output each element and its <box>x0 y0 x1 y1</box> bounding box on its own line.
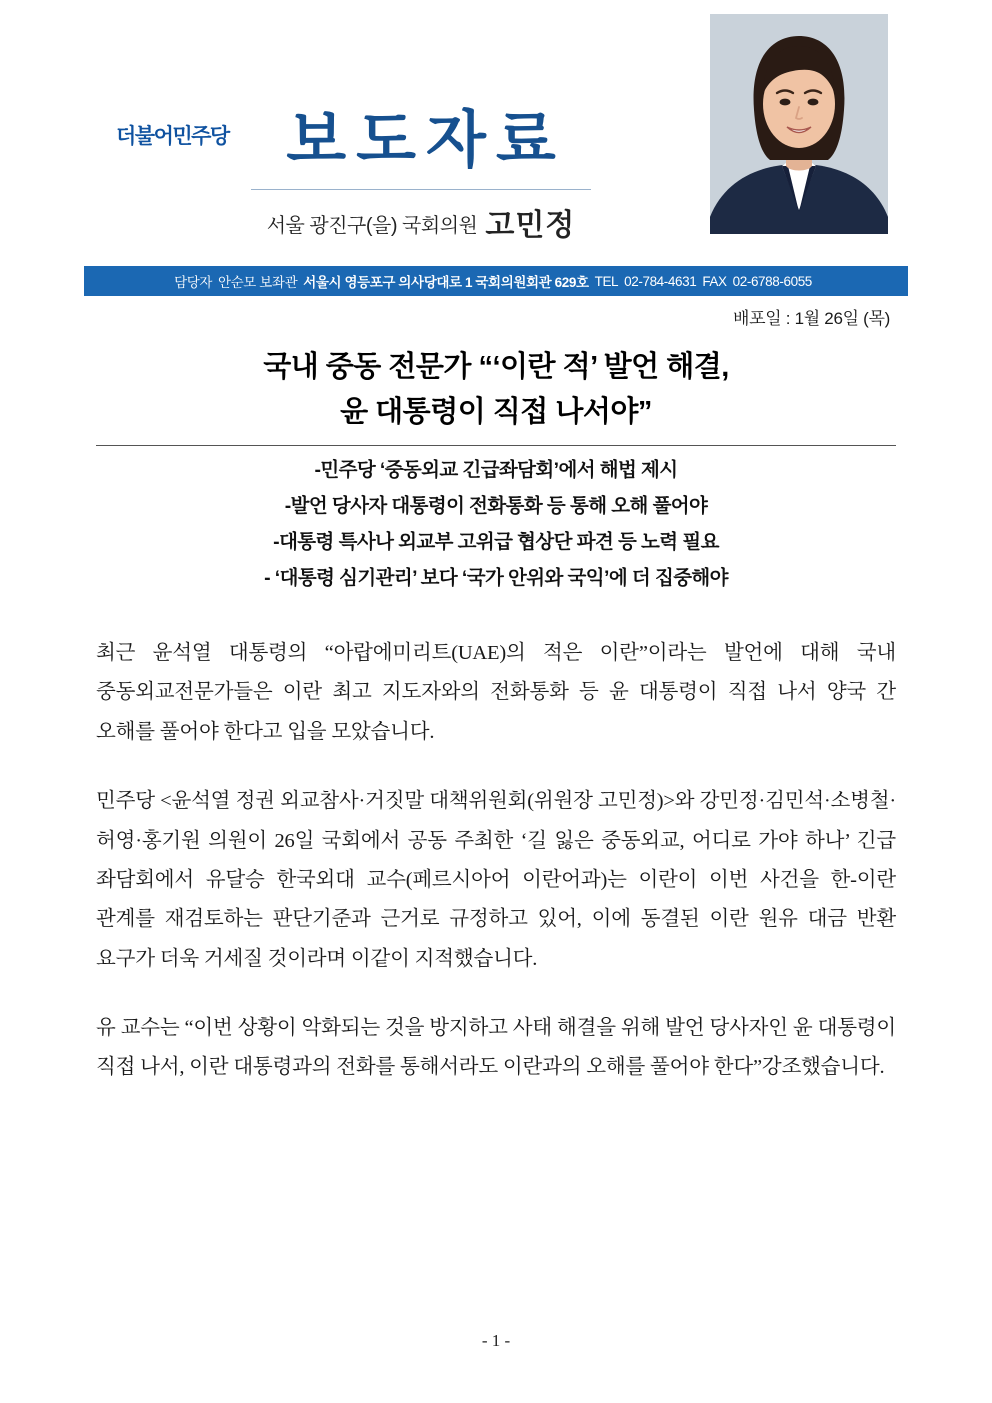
body-paragraph: 최근 윤석열 대통령의 “아랍에미리트(UAE)의 적은 이란”이라는 발언에 대해 국내 중동외교전문가들은 이란 최고 지도자와의 전화통화 등 윤 대통령이 직접 나서 양국 간 오해를 풀어야 한다고 입을 모았습니다. <box>96 642 896 743</box>
body-paragraph: 민주당 <윤석열 정권 외교참사·거짓말 대책위원회(위원장 고민정)>와 강민정·김민석·소병철·허영·홍기원 의원이 26일 국회에서 공동 주최한 ‘길 잃은 중동외교, 어디로 가야 하나’ 긴급 좌담회에서 유달승 한국외대 교수(페르시아어 이란어과)는 이란이 이번 사건을 한-이란 관계를 재검토하는 판단기준과 근거로 규정하고 있어, 이에 동결된 이란 원유 대금 반환 요구가 더욱 거세질 것이라며 이같이 지적했습니다. <box>96 790 897 970</box>
page-number: - 1 - <box>481 1331 511 1350</box>
contact-label: 담당자 <box>174 275 213 290</box>
page-title-line-2: 윤 대통령이 직접 나서야” <box>340 395 652 428</box>
subtitle-item: -대통령 특사나 외교부 고위급 협상단 파견 등 노력 필요 <box>273 531 719 553</box>
contact-address: 서울시 영등포구 의사당대로 1 국회의원회관 629호 <box>303 275 589 290</box>
body-text <box>96 634 896 1088</box>
subtitle-item: -민주당 ‘중동외교 긴급좌담회’에서 해법 제시 <box>314 458 678 481</box>
member-portrait <box>710 14 888 234</box>
member-line <box>96 200 746 244</box>
contact-fax-label: FAX <box>702 273 727 289</box>
contact-staff: 안순모 보좌관 <box>218 275 298 290</box>
subtitle-item: -발언 당사자 대통령이 전화통화 등 통해 오해 풀어야 <box>284 494 708 517</box>
title-rule <box>96 445 896 446</box>
document-kind-title: 보도자료 <box>286 106 566 175</box>
page-title-line-1: 국내 중동 전문가 “‘이란 적’ 발언 해결, <box>263 351 729 383</box>
body-paragraph: 유 교수는 “이번 상황이 악화되는 것을 방지하고 사태 해결을 위해 발언 당사자인 윤 대통령이 직접 나서, 이란 대통령과의 전화를 통해서라도 이란과의 오해를 풀어야 한다”강조했습니다. <box>96 1017 896 1079</box>
subtitle-item: - ‘대통령 심기관리’ 보다 ‘국가 안위와 국익’에 더 집중해야 <box>264 567 728 590</box>
release-date: 배포일 : 1월 26일 (목) <box>732 309 890 328</box>
contact-tel-label: TEL <box>594 273 619 289</box>
contact-bar <box>84 266 908 296</box>
contact-fax: 02-6788-6055 <box>732 273 812 289</box>
letterhead <box>96 0 896 260</box>
page-title <box>96 345 896 435</box>
title-divider <box>251 189 591 190</box>
party-logo: 더불어민주당 <box>116 125 229 148</box>
contact-tel: 02-784-4631 <box>624 273 697 289</box>
member-name: 고민정 <box>485 209 576 243</box>
member-region: 서울 광진구(을) 국회의원 <box>266 215 478 238</box>
subtitle-list <box>96 452 896 596</box>
